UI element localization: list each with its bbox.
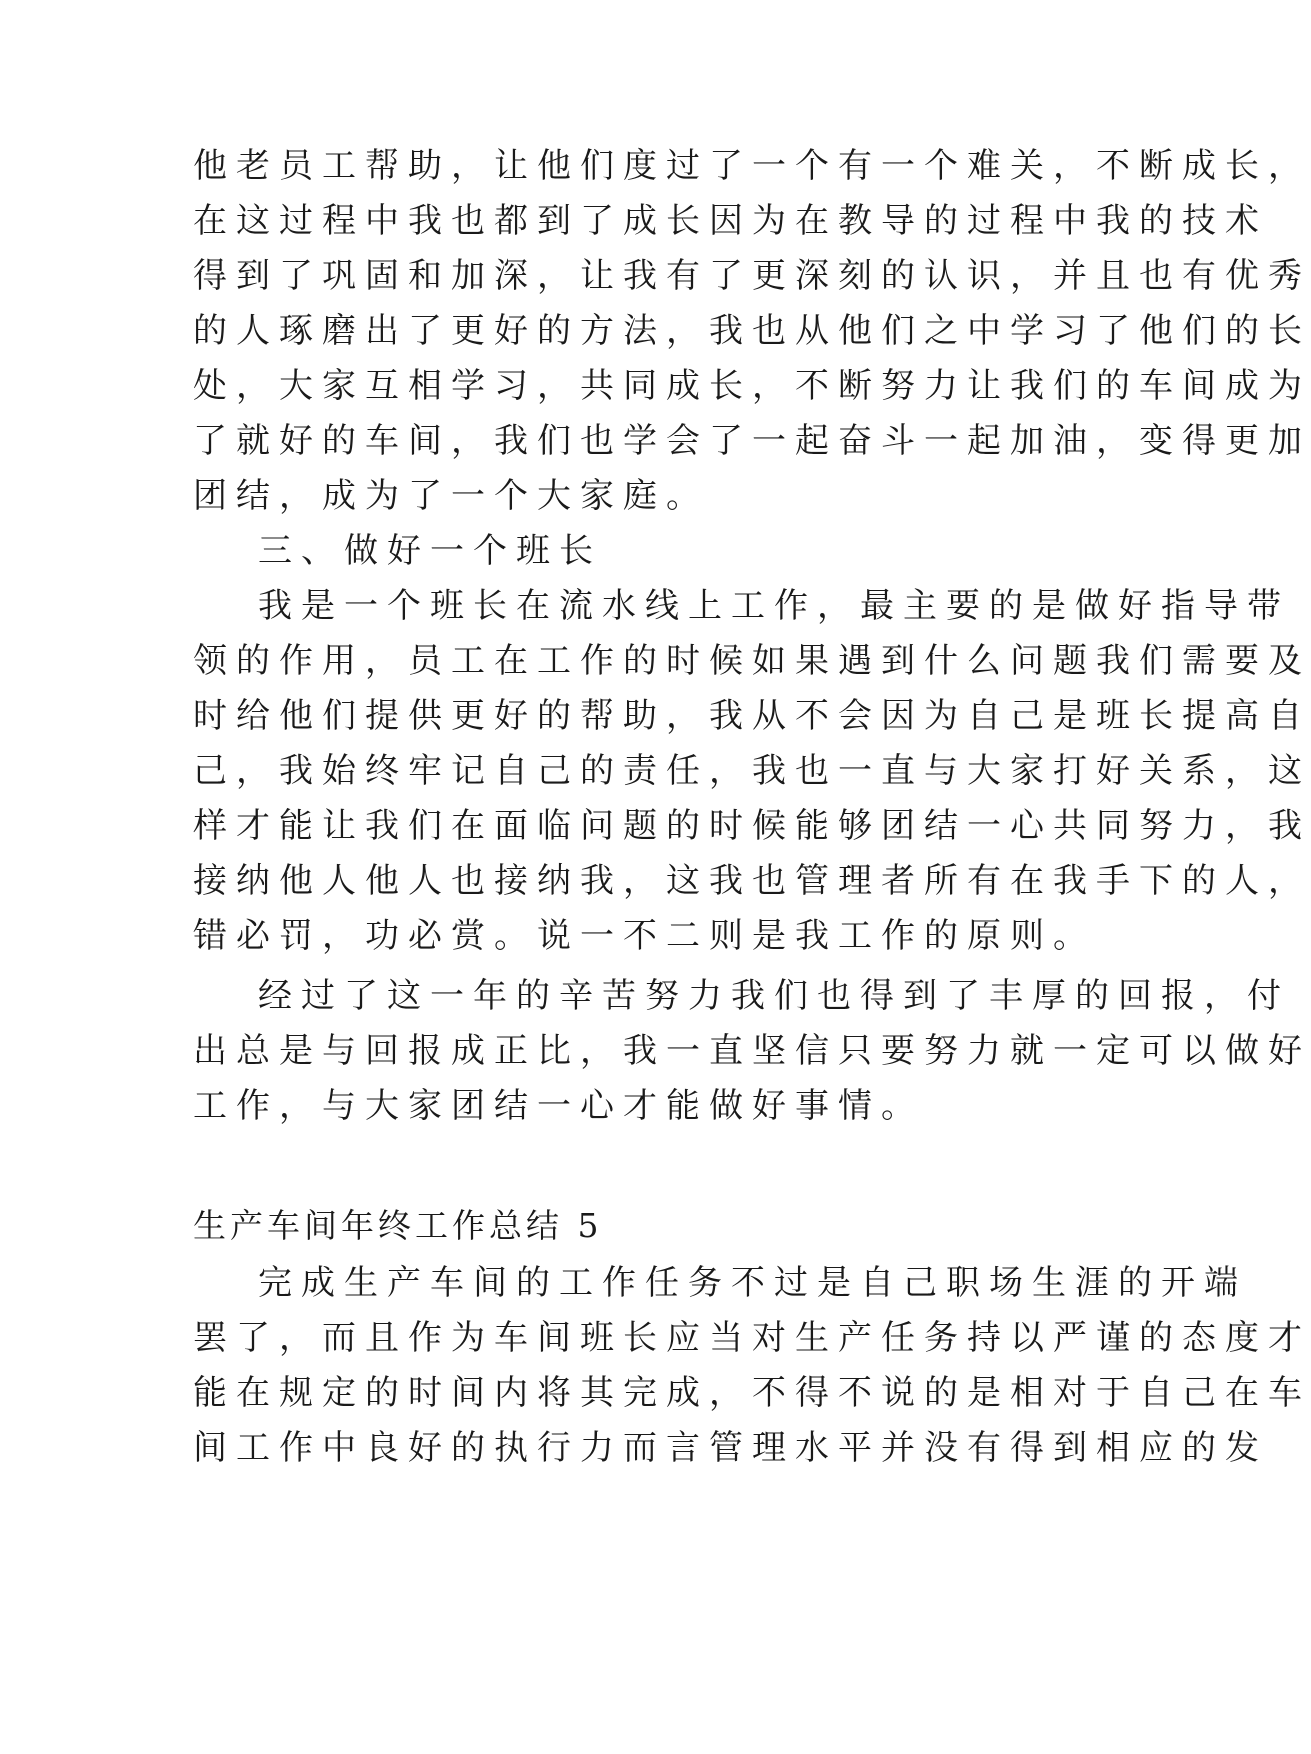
paragraph-line: 在这过程中我也都到了成长因为在教导的过程中我的技术 — [193, 201, 1268, 241]
paragraph-line: 己，我始终牢记自己的责任，我也一直与大家打好关系，这 — [193, 751, 1311, 791]
paragraph-line: 罢了，而且作为车间班长应当对生产任务持以严谨的态度才 — [193, 1318, 1311, 1358]
paragraph-line: 处，大家互相学习，共同成长，不断努力让我们的车间成为 — [193, 366, 1311, 406]
paragraph-line: 样才能让我们在面临问题的时候能够团结一心共同努力，我 — [193, 806, 1311, 846]
paragraph-line: 我是一个班长在流水线上工作，最主要的是做好指导带 — [258, 586, 1290, 626]
paragraph-line: 经过了这一年的辛苦努力我们也得到了丰厚的回报，付 — [258, 976, 1290, 1016]
paragraph-line: 接纳他人他人也接纳我，这我也管理者所有在我手下的人， — [193, 861, 1311, 901]
paragraph-line: 间工作中良好的执行力而言管理水平并没有得到相应的发 — [193, 1428, 1268, 1468]
paragraph-line: 出总是与回报成正比，我一直坚信只要努力就一定可以做好 — [193, 1031, 1311, 1071]
section-heading: 三、做好一个班长 — [258, 531, 602, 571]
paragraph-line: 错必罚，功必赏。说一不二则是我工作的原则。 — [193, 916, 1096, 956]
section-title: 生产车间年终工作总结 5 — [193, 1206, 603, 1245]
paragraph-line: 了就好的车间，我们也学会了一起奋斗一起加油，变得更加 — [193, 421, 1311, 461]
paragraph-line: 的人琢磨出了更好的方法，我也从他们之中学习了他们的长 — [193, 311, 1311, 351]
paragraph-line: 能在规定的时间内将其完成，不得不说的是相对于自己在车 — [193, 1373, 1311, 1413]
paragraph-line: 时给他们提供更好的帮助，我从不会因为自己是班长提高自 — [193, 696, 1311, 736]
paragraph-line: 团结，成为了一个大家庭。 — [193, 476, 709, 516]
paragraph-line: 领的作用，员工在工作的时候如果遇到什么问题我们需要及 — [193, 641, 1311, 681]
paragraph-line: 他老员工帮助，让他们度过了一个有一个难关，不断成长， — [193, 146, 1311, 186]
paragraph-line: 工作，与大家团结一心才能做好事情。 — [193, 1086, 924, 1126]
paragraph-line: 完成生产车间的工作任务不过是自己职场生涯的开端 — [258, 1263, 1247, 1303]
paragraph-line: 得到了巩固和加深，让我有了更深刻的认识，并且也有优秀 — [193, 256, 1311, 296]
